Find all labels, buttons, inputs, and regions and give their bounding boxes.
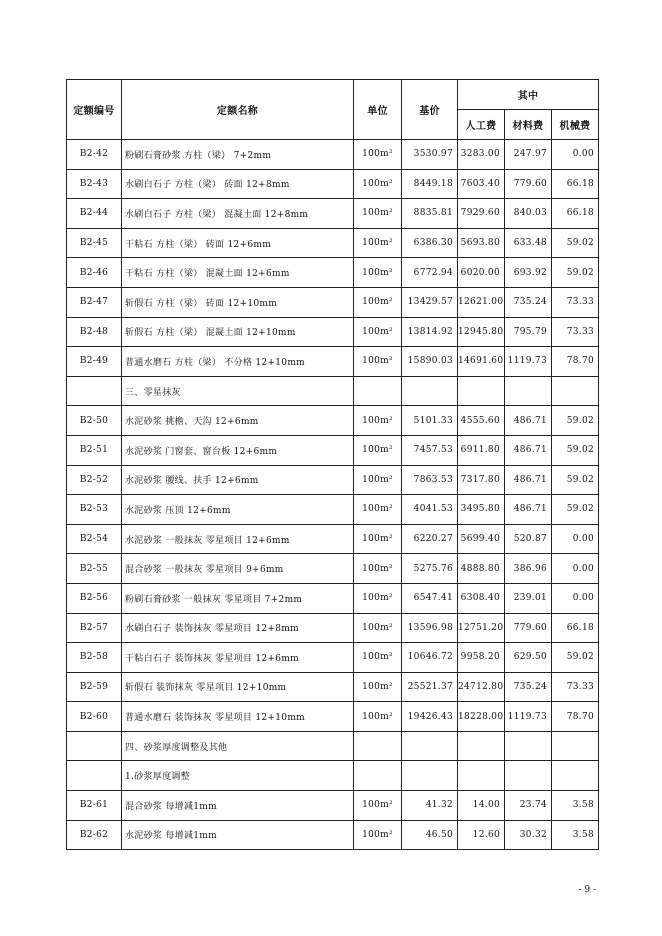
- quota-code: B2-47: [67, 287, 122, 317]
- base-price-cell: 13814.92: [402, 317, 458, 347]
- unit-cell: 100m²: [354, 169, 402, 199]
- machine-cost-cell: 59.02: [552, 406, 599, 436]
- base-price-cell: 6386.30: [402, 228, 458, 258]
- unit-cell: 100m²: [354, 258, 402, 288]
- quota-code: B2-48: [67, 317, 122, 347]
- rows-group-b: [67, 406, 599, 732]
- machine-cost-cell: 0.00: [552, 140, 599, 170]
- material-cost-cell: 520.87: [505, 524, 552, 554]
- material-cost-cell: 239.01: [505, 583, 552, 613]
- machine-cost-cell: 59.02: [552, 435, 599, 465]
- base-price-cell: 8835.81: [402, 199, 458, 229]
- unit-cell: 100m²: [354, 791, 402, 821]
- table-row: [67, 554, 599, 584]
- table-row: [67, 347, 599, 377]
- section-code-cell: [67, 376, 122, 406]
- quota-name: 干粘石 方柱（梁） 砖面 12+6mm: [122, 228, 354, 258]
- base-price-cell: 10646.72: [402, 643, 458, 673]
- quota-code: B2-59: [67, 672, 122, 702]
- labor-cost-cell: 6911.80: [458, 435, 505, 465]
- table-row: [67, 524, 599, 554]
- quota-name: 水刷白石子 方柱（梁） 混凝土面 12+8mm: [122, 199, 354, 229]
- subsection-number: 1.: [125, 772, 135, 783]
- machine-cost-cell: 59.02: [552, 258, 599, 288]
- machine-cost-cell: 66.18: [552, 613, 599, 643]
- table-row: [67, 287, 599, 317]
- quota-name: 水泥砂浆 门窗套、窗台板 12+6mm: [122, 435, 354, 465]
- unit-cell: 100m²: [354, 820, 402, 850]
- subsection-text: 砂浆厚度调整: [134, 772, 190, 783]
- machine-cost-cell: 78.70: [552, 702, 599, 732]
- unit-cell: 100m²: [354, 287, 402, 317]
- base-price-cell: 46.50: [402, 820, 458, 850]
- unit-cell: 100m²: [354, 643, 402, 673]
- material-cost-cell: 486.71: [505, 465, 552, 495]
- machine-cost-cell: 59.02: [552, 465, 599, 495]
- unit-cell: 100m²: [354, 140, 402, 170]
- quota-code: B2-42: [67, 140, 122, 170]
- machine-cost-cell: 3.58: [552, 791, 599, 821]
- base-price-cell: 5101.33: [402, 406, 458, 436]
- unit-cell: 100m²: [354, 406, 402, 436]
- table-row: [67, 583, 599, 613]
- machine-cost-cell: 59.02: [552, 495, 599, 525]
- labor-cost-cell: 12.60: [458, 820, 505, 850]
- table-row: [67, 435, 599, 465]
- section-title: 三、零星抹灰: [122, 376, 354, 406]
- table-row: [67, 702, 599, 732]
- quota-code: B2-62: [67, 820, 122, 850]
- unit-cell: 100m²: [354, 228, 402, 258]
- quota-code: B2-60: [67, 702, 122, 732]
- quota-code: B2-61: [67, 791, 122, 821]
- quota-code: B2-44: [67, 199, 122, 229]
- quota-name: 斩假石 装饰抹灰 零星项目 12+10mm: [122, 672, 354, 702]
- labor-cost-cell: 3283.00: [458, 140, 505, 170]
- labor-cost-cell: 14691.60: [458, 347, 505, 377]
- header-name: 定额名称: [122, 80, 354, 140]
- machine-cost-cell: 0.00: [552, 554, 599, 584]
- labor-cost-cell: 9958.20: [458, 643, 505, 673]
- header-of-which: 其中: [458, 80, 599, 110]
- quota-code: B2-55: [67, 554, 122, 584]
- labor-cost-cell: 5693.80: [458, 228, 505, 258]
- unit-cell: 100m²: [354, 672, 402, 702]
- quota-code: B2-54: [67, 524, 122, 554]
- labor-cost-cell: 4888.80: [458, 554, 505, 584]
- material-cost-cell: 779.60: [505, 169, 552, 199]
- base-price-cell: 41.32: [402, 791, 458, 821]
- labor-cost-cell: 4555.60: [458, 406, 505, 436]
- unit-cell: 100m²: [354, 554, 402, 584]
- quota-name: 水刷白石子 方柱（梁） 砖面 12+8mm: [122, 169, 354, 199]
- quota-code: B2-51: [67, 435, 122, 465]
- labor-cost-cell: 7929.60: [458, 199, 505, 229]
- quota-name: 水泥砂浆 腰线、扶手 12+6mm: [122, 465, 354, 495]
- quota-name: 干粘石 方柱（梁） 混凝土面 12+6mm: [122, 258, 354, 288]
- quota-code: B2-45: [67, 228, 122, 258]
- quota-name: 粉刷石膏砂浆 一般抹灰 零星项目 7+2mm: [122, 583, 354, 613]
- machine-cost-cell: 66.18: [552, 169, 599, 199]
- labor-cost-cell: 7603.40: [458, 169, 505, 199]
- quota-name: 水刷白石子 装饰抹灰 零星项目 12+8mm: [122, 613, 354, 643]
- material-cost-cell: 486.71: [505, 406, 552, 436]
- quota-name: 斩假石 方柱（梁） 砖面 12+10mm: [122, 287, 354, 317]
- quota-code: B2-56: [67, 583, 122, 613]
- quota-code: B2-52: [67, 465, 122, 495]
- material-cost-cell: 795.79: [505, 317, 552, 347]
- material-cost-cell: 486.71: [505, 435, 552, 465]
- material-cost-cell: 779.60: [505, 613, 552, 643]
- machine-cost-cell: 0.00: [552, 583, 599, 613]
- material-cost-cell: 735.24: [505, 287, 552, 317]
- material-cost-cell: 735.24: [505, 672, 552, 702]
- quota-name: 粉刷石膏砂浆 方柱（梁） 7+2mm: [122, 140, 354, 170]
- labor-cost-cell: 18228.00: [458, 702, 505, 732]
- material-cost-cell: 1119.73: [505, 347, 552, 377]
- section-title: 四、砂浆厚度调整及其他: [122, 731, 354, 761]
- table-row: [67, 613, 599, 643]
- quota-code: B2-49: [67, 347, 122, 377]
- unit-cell: 100m²: [354, 583, 402, 613]
- material-cost-cell: 1119.73: [505, 702, 552, 732]
- table-row: [67, 672, 599, 702]
- machine-cost-cell: 59.02: [552, 228, 599, 258]
- table-row: [67, 258, 599, 288]
- rows-group-c: [67, 791, 599, 850]
- material-cost-cell: 386.96: [505, 554, 552, 584]
- labor-cost-cell: 7317.80: [458, 465, 505, 495]
- table-row: [67, 199, 599, 229]
- material-cost-cell: 693.92: [505, 258, 552, 288]
- quota-name: 斩假石 方柱（梁） 混凝土面 12+10mm: [122, 317, 354, 347]
- labor-cost-cell: 6020.00: [458, 258, 505, 288]
- header-machine-cost: 机械费: [552, 110, 599, 140]
- quota-code: B2-46: [67, 258, 122, 288]
- table-row: [67, 495, 599, 525]
- base-price-cell: 6772.94: [402, 258, 458, 288]
- quota-code: B2-57: [67, 613, 122, 643]
- base-price-cell: 19426.43: [402, 702, 458, 732]
- quota-name: 水泥砂浆 每增减1mm: [122, 820, 354, 850]
- base-price-cell: 15890.03: [402, 347, 458, 377]
- labor-cost-cell: 6308.40: [458, 583, 505, 613]
- section-four: [67, 731, 599, 790]
- material-cost-cell: 633.48: [505, 228, 552, 258]
- quota-name: 普通水磨石 装饰抹灰 零星项目 12+10mm: [122, 702, 354, 732]
- base-price-cell: 13429.57: [402, 287, 458, 317]
- machine-cost-cell: 3.58: [552, 820, 599, 850]
- base-price-cell: 5275.76: [402, 554, 458, 584]
- header-labor-cost: 人工费: [458, 110, 505, 140]
- quota-name: 水泥砂浆 挑檐、天沟 12+6mm: [122, 406, 354, 436]
- quota-name: 混合砂浆 一般抹灰 零星项目 9+6mm: [122, 554, 354, 584]
- unit-cell: 100m²: [354, 613, 402, 643]
- quota-table: [66, 79, 599, 850]
- labor-cost-cell: 12621.00: [458, 287, 505, 317]
- base-price-cell: 25521.37: [402, 672, 458, 702]
- labor-cost-cell: 24712.80: [458, 672, 505, 702]
- table-row: [67, 465, 599, 495]
- quota-code: B2-50: [67, 406, 122, 436]
- machine-cost-cell: 78.70: [552, 347, 599, 377]
- machine-cost-cell: 73.33: [552, 317, 599, 347]
- unit-cell: 100m²: [354, 495, 402, 525]
- base-price-cell: 6547.41: [402, 583, 458, 613]
- unit-cell: 100m²: [354, 317, 402, 347]
- quota-name: 干粘白石子 装饰抹灰 零星项目 12+6mm: [122, 643, 354, 673]
- section-three: [67, 376, 599, 406]
- material-cost-cell: 629.50: [505, 643, 552, 673]
- quota-name: 普通水磨石 方柱（梁） 不分格 12+10mm: [122, 347, 354, 377]
- table-row: [67, 317, 599, 347]
- labor-cost-cell: 3495.80: [458, 495, 505, 525]
- unit-cell: 100m²: [354, 702, 402, 732]
- quota-code: B2-58: [67, 643, 122, 673]
- subsection-title: [122, 761, 354, 791]
- rows-group-a: [67, 140, 599, 377]
- unit-cell: 100m²: [354, 524, 402, 554]
- unit-cell: 100m²: [354, 435, 402, 465]
- base-price-cell: 3530.97: [402, 140, 458, 170]
- table-row: [67, 140, 599, 170]
- material-cost-cell: 486.71: [505, 495, 552, 525]
- base-price-cell: 4041.53: [402, 495, 458, 525]
- table-row: [67, 406, 599, 436]
- material-cost-cell: 840.03: [505, 199, 552, 229]
- material-cost-cell: 23.74: [505, 791, 552, 821]
- header-unit: 单位: [354, 80, 402, 140]
- quota-code: B2-53: [67, 495, 122, 525]
- table-row: [67, 791, 599, 821]
- machine-cost-cell: 66.18: [552, 199, 599, 229]
- header-code: 定额编号: [67, 80, 122, 140]
- quota-name: 水泥砂浆 压顶 12+6mm: [122, 495, 354, 525]
- labor-cost-cell: 14.00: [458, 791, 505, 821]
- page-number: - 9 -: [578, 885, 596, 895]
- table-row: [67, 820, 599, 850]
- base-price-cell: 8449.18: [402, 169, 458, 199]
- quota-name: 水泥砂浆 一般抹灰 零星项目 12+6mm: [122, 524, 354, 554]
- quota-name: 混合砂浆 每增减1mm: [122, 791, 354, 821]
- material-cost-cell: 30.32: [505, 820, 552, 850]
- labor-cost-cell: 5699.40: [458, 524, 505, 554]
- base-price-cell: 7863.53: [402, 465, 458, 495]
- machine-cost-cell: 73.33: [552, 287, 599, 317]
- table-row: [67, 643, 599, 673]
- base-price-cell: 13596.98: [402, 613, 458, 643]
- machine-cost-cell: 0.00: [552, 524, 599, 554]
- labor-cost-cell: 12751.20: [458, 613, 505, 643]
- base-price-cell: 7457.53: [402, 435, 458, 465]
- unit-cell: 100m²: [354, 347, 402, 377]
- machine-cost-cell: 73.33: [552, 672, 599, 702]
- table-row: [67, 228, 599, 258]
- table-row: [67, 169, 599, 199]
- material-cost-cell: 247.97: [505, 140, 552, 170]
- unit-cell: 100m²: [354, 199, 402, 229]
- labor-cost-cell: 12945.80: [458, 317, 505, 347]
- base-price-cell: 6220.27: [402, 524, 458, 554]
- unit-cell: 100m²: [354, 465, 402, 495]
- machine-cost-cell: 59.02: [552, 643, 599, 673]
- header-base-price: 基价: [402, 80, 458, 140]
- quota-code: B2-43: [67, 169, 122, 199]
- header-material-cost: 材料费: [505, 110, 552, 140]
